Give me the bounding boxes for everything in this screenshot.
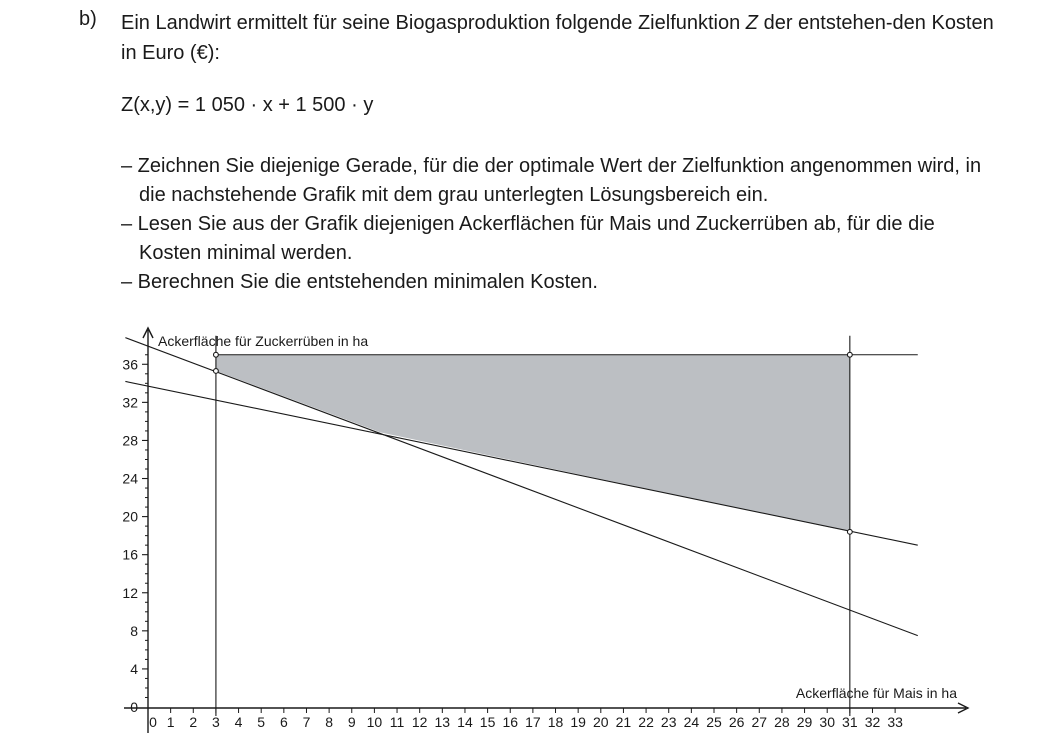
x-tick-label: 21 <box>615 714 632 730</box>
y-tick-label: 36 <box>122 356 138 373</box>
y-tick-label: 4 <box>130 660 138 677</box>
y-tick-label: 32 <box>122 394 138 411</box>
x-tick-label: 18 <box>547 714 564 730</box>
x-tick-label: 27 <box>751 714 768 730</box>
x-tick-label: 15 <box>479 714 496 730</box>
x-tick-label: 6 <box>279 714 288 730</box>
marked-point <box>847 529 852 534</box>
x-axis-label: Ackerfläche für Mais in ha <box>795 685 957 701</box>
intro-text-2: der entstehen-den Kosten in Euro (€): <box>121 12 994 64</box>
x-tick-label: 3 <box>212 714 220 730</box>
x-tick-label: 28 <box>774 714 790 730</box>
x-tick-label: 29 <box>796 714 813 730</box>
x-tick-label: 10 <box>366 714 383 730</box>
x-tick-label: 9 <box>347 714 356 730</box>
x-tick-label: 33 <box>887 714 903 730</box>
marked-point <box>847 352 852 357</box>
y-tick-label: 16 <box>122 546 138 563</box>
task-item-draw: – Zeichnen Sie diejenige Gerade, für die der optimale Wert der Zielfunktion angenommen wird, in die nachstehende Grafik mit dem grau unterlegten Lösungsbereich ein. <box>121 155 982 206</box>
x-tick-label: 30 <box>819 714 835 730</box>
x-tick-label: 19 <box>570 714 586 730</box>
y-tick-label: 28 <box>122 432 138 449</box>
y-axis-label: Ackerfläche für Zuckerrüben in ha <box>158 333 369 349</box>
x-tick-label: 32 <box>864 714 881 730</box>
x-tick-label: 16 <box>502 714 519 730</box>
intro-text-1: Ein Landwirt ermittelt für seine Biogasproduktion folgende Zielfunktion <box>121 12 746 34</box>
x-tick-label: 26 <box>728 714 745 730</box>
shaded-region-layer <box>216 355 850 532</box>
x-tick-label: 31 <box>842 714 858 730</box>
marked-point <box>214 352 219 357</box>
feasible-region <box>216 355 850 532</box>
x-tick-label: 11 <box>389 714 405 730</box>
x-tick-label: 23 <box>660 714 677 730</box>
x-tick-label: 1 <box>166 714 175 730</box>
x-tick-label: 5 <box>257 714 266 730</box>
x-tick-label: 25 <box>706 714 722 730</box>
y-tick-label: 12 <box>122 584 138 601</box>
y-tick-label: 24 <box>122 470 138 487</box>
x-tick-label: 0 <box>149 714 157 730</box>
x-tick-label: 2 <box>189 714 198 730</box>
x-tick-label: 24 <box>683 714 700 730</box>
x-tick-label: 14 <box>457 714 473 730</box>
y-tick-label: 0 <box>130 699 138 715</box>
x-tick-label: 8 <box>325 714 334 730</box>
intro-variable-z: Z <box>745 12 759 34</box>
task-item-compute: – Berechnen Sie die entstehenden minimalen Kosten. <box>121 271 598 293</box>
y-tick-label: 8 <box>130 622 138 639</box>
x-tick-label: 4 <box>234 714 243 730</box>
x-tick-label: 12 <box>411 714 428 730</box>
x-tick-label: 13 <box>434 714 451 730</box>
objective-function: Z(x,y) = 1 050 · x + 1 500 · y <box>121 94 374 116</box>
x-tick-label: 22 <box>638 714 654 730</box>
y-tick-label: 20 <box>122 508 138 525</box>
x-tick-label: 17 <box>525 714 541 730</box>
task-item-read: – Lesen Sie aus der Grafik diejenigen Ackerflächen für Mais und Zuckerrüben ab, für die die Kosten minimal werden. <box>121 213 935 264</box>
marked-point <box>214 369 219 374</box>
x-tick-label: 7 <box>302 714 311 730</box>
x-tick-label: 20 <box>593 714 609 730</box>
task-label: b) <box>79 8 97 30</box>
